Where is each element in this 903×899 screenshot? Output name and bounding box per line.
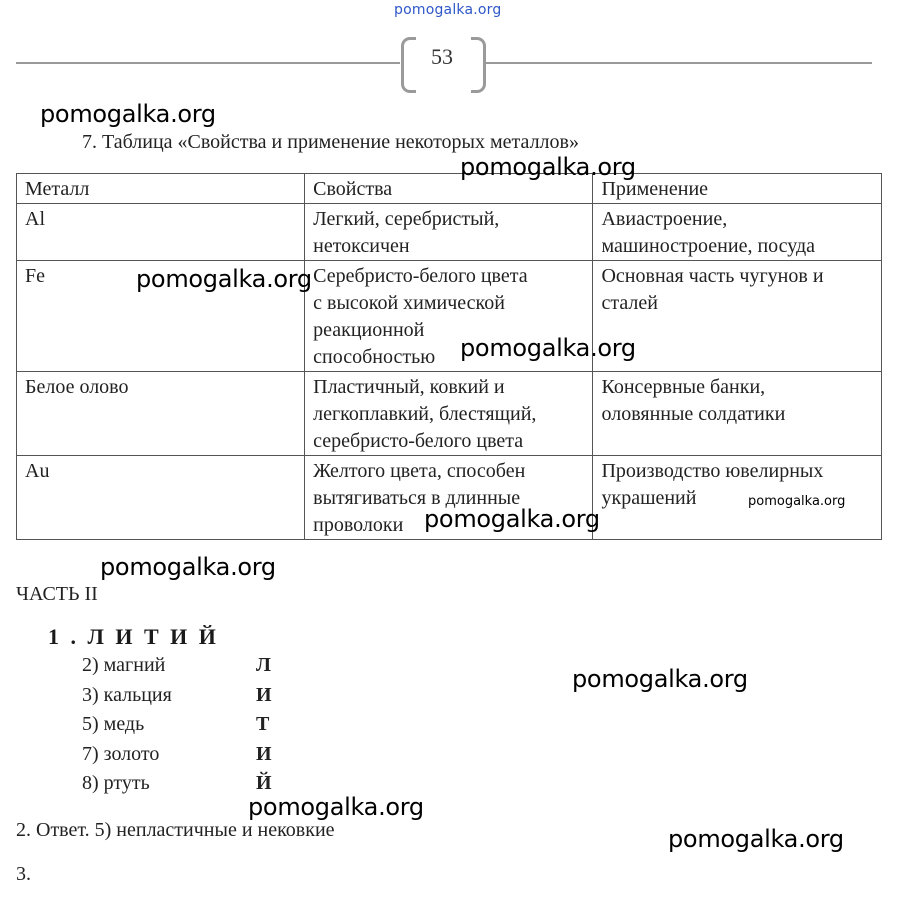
question-3-label: 3. — [16, 863, 31, 885]
watermark: pomogalka.org — [136, 265, 312, 293]
list-item-letter: И — [256, 742, 272, 765]
watermark: pomogalka.org — [460, 334, 636, 362]
page-number: 53 — [431, 44, 453, 69]
cell-properties — [305, 204, 593, 261]
page-number-bracket-right — [471, 37, 486, 93]
cell-line: оловянные солдатики — [601, 403, 786, 425]
cell-uses — [593, 261, 882, 372]
cell-line: Серебристо-белого цвета — [313, 265, 528, 287]
cell-line: Производство ювелирных — [601, 460, 824, 482]
list-item-letter: И — [256, 683, 272, 706]
cell-line: машиностроение, посуда — [601, 235, 816, 257]
cell-properties — [305, 372, 593, 456]
list-item-letter: Л — [256, 654, 271, 676]
watermark: pomogalka.org — [460, 153, 636, 181]
list-item-label: 5) медь — [82, 713, 145, 735]
watermark-small: pomogalka.org — [748, 494, 846, 509]
table-row — [17, 372, 882, 456]
list-item-letter: Й — [256, 772, 272, 794]
cell-uses — [593, 372, 882, 456]
list-item-label: 7) золото — [82, 742, 160, 765]
list-item-letter: Т — [256, 713, 270, 735]
cell-line: Авиастроение, — [601, 208, 728, 230]
header-metal: Металл — [17, 174, 305, 204]
cell-line: с высокой химической — [313, 292, 505, 314]
watermark: pomogalka.org — [424, 505, 600, 533]
list-item-label: 3) кальция — [82, 683, 172, 706]
cell-metal — [17, 204, 305, 261]
cell-line: серебристо-белого цвета — [313, 430, 524, 452]
cell-text: Al — [25, 208, 45, 230]
question-2-answer: 2. Ответ. 5) непластичные и нековкие — [16, 819, 335, 841]
cell-line: Пластичный, ковкий и — [313, 376, 505, 398]
cell-text: Fe — [25, 265, 45, 287]
list-item-label: 2) магний — [82, 654, 166, 676]
cell-line: Легкий, серебристый, — [313, 208, 500, 230]
cell-text: Белое олово — [25, 376, 129, 398]
watermark: pomogalka.org — [572, 665, 748, 693]
cell-line: украшений — [601, 487, 697, 509]
cell-metal — [17, 456, 305, 540]
list-item-label: 8) ртуть — [82, 772, 150, 794]
cell-uses — [593, 204, 882, 261]
cell-metal — [17, 372, 305, 456]
watermark: pomogalka.org — [668, 825, 844, 853]
question-1-answer: 1 . Л И Т И Й — [48, 624, 219, 649]
watermark: pomogalka.org — [40, 100, 216, 128]
cell-line: реакционной — [313, 319, 425, 341]
cell-line: вытягиваться в длинные — [313, 487, 521, 509]
table-row — [17, 204, 882, 261]
cell-line: Желтого цвета, способен — [313, 460, 526, 482]
cell-line: способностью — [313, 346, 436, 368]
cell-line: Основная часть чугунов и — [601, 265, 824, 287]
top-watermark: pomogalka.org — [394, 2, 502, 18]
header-properties: Свойства — [305, 174, 593, 204]
part-title: ЧАСТЬ II — [16, 583, 98, 605]
cell-line: нетоксичен — [313, 235, 410, 257]
header-rule-right — [486, 62, 872, 64]
table-header-row — [17, 174, 882, 204]
table-caption: 7. Таблица «Свойства и применение некоторых металлов» — [82, 131, 579, 153]
cell-line: сталей — [601, 292, 658, 314]
header-uses: Применение — [593, 174, 882, 204]
watermark: pomogalka.org — [248, 793, 424, 821]
watermark: pomogalka.org — [100, 553, 276, 581]
header-rule-left — [16, 62, 400, 64]
cell-line: легкоплавкий, блестящий, — [313, 403, 537, 425]
cell-line: Консервные банки, — [601, 376, 766, 398]
cell-text: Au — [25, 460, 50, 482]
cell-line: проволоки — [313, 514, 404, 536]
metals-table — [16, 173, 882, 540]
